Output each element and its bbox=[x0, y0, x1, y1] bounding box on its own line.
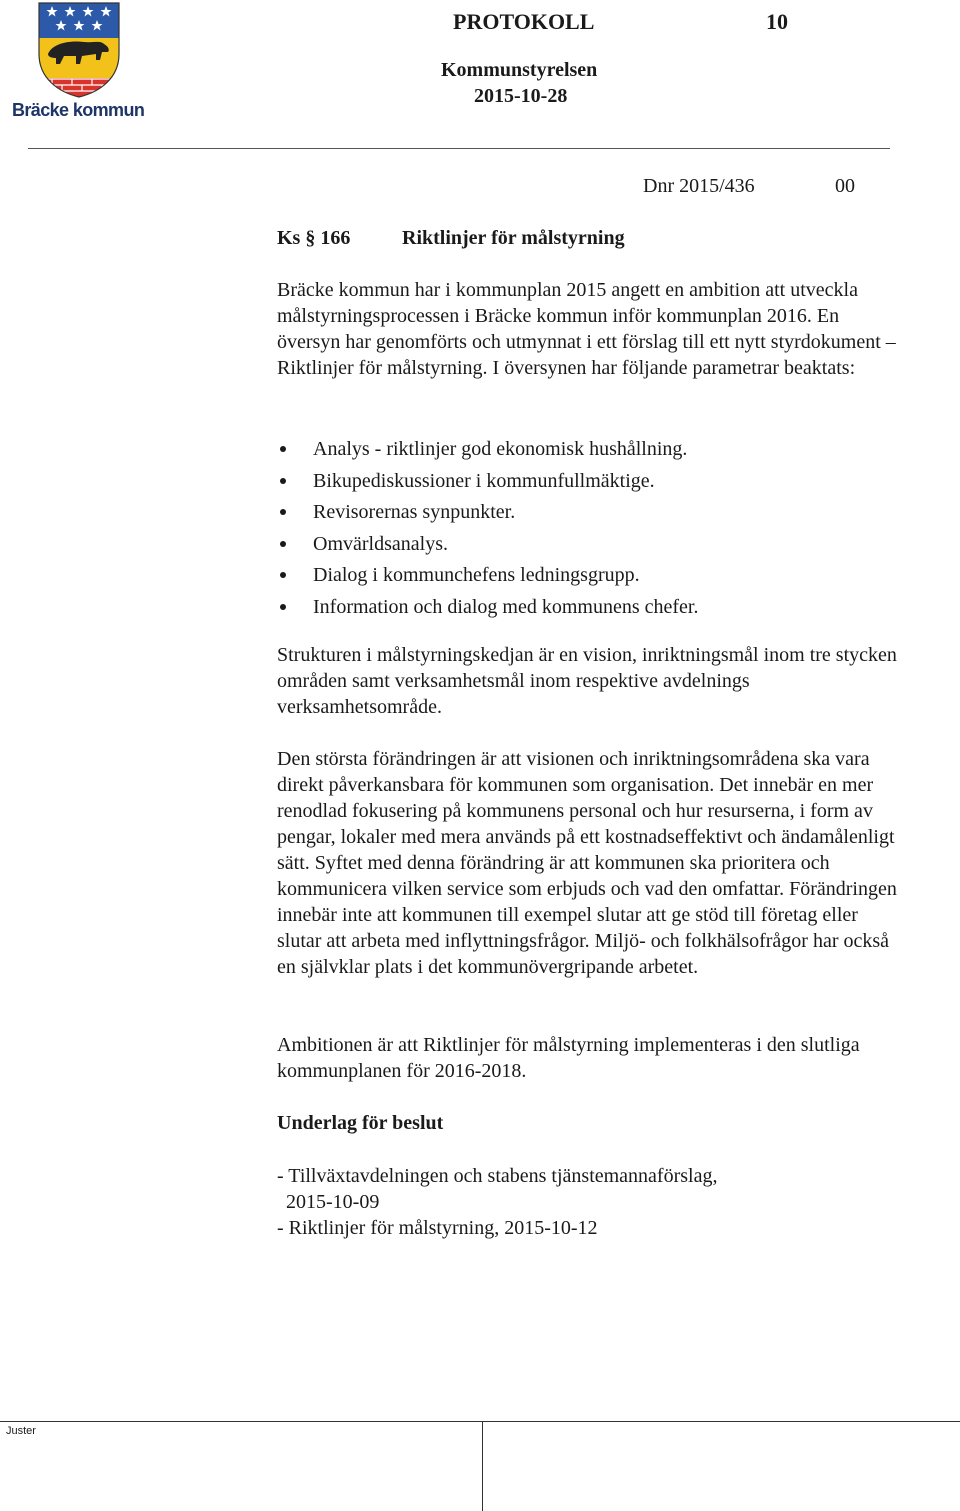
decision-basis-heading: Underlag för beslut bbox=[277, 1112, 444, 1134]
footer-label: Juster bbox=[6, 1425, 36, 1437]
meeting-date: 2015-10-28 bbox=[474, 85, 568, 107]
page-number: 10 bbox=[766, 9, 788, 34]
bullet-icon bbox=[280, 509, 286, 515]
change-paragraph: Den största förändringen är att visionen och inriktningsområdena ska vara direkt påverkansbara för kommunen som organisation. Det innebär en mer renodlad fokusering på kommunens personal och hur resurserna, i form av pengar, lokaler med mera används på ett kostnadseffektivt och ändamålenligt sätt. Syftet med denna förändring är att kommunen ska prioritera och kommunicera vilken service som erbjuds och vad den omfattar. Förändringen innebär inte att kommunen till exempel slutar att ge stöd till företag eller slutar att arbeta med inflyttningsfrågor. Miljö- och folkhälsofrågor har också en självklar plats i det kommunövergripande arbetet. bbox=[277, 748, 897, 978]
municipality-logo bbox=[12, 2, 146, 122]
footer-separator bbox=[482, 1421, 483, 1511]
list-item: Revisorernas synpunkter. bbox=[277, 499, 698, 531]
intro-paragraph: Bräcke kommun har i kommunplan 2015 angett en ambition att utveckla målstyrningsprocessen i Bräcke kommun inför kommunplan 2016. En översyn har genomförts och utmynnat i ett förslag till ett nytt styrdokument – Riktlinjer för målstyrning. I översynen har följande parametrar beaktats: bbox=[277, 279, 896, 379]
bullet-icon bbox=[280, 541, 286, 547]
list-item: Analys - riktlinjer god ekonomisk hushållning. bbox=[277, 436, 698, 468]
diary-code: 00 bbox=[835, 175, 855, 197]
list-item: Dialog i kommunchefens ledningsgrupp. bbox=[277, 562, 698, 594]
diary-number: Dnr 2015/436 bbox=[643, 175, 755, 197]
list-item: Information och dialog med kommunens chefer. bbox=[277, 594, 698, 626]
coat-of-arms-icon bbox=[38, 2, 120, 98]
footer-divider bbox=[0, 1421, 960, 1422]
structure-paragraph: Strukturen i målstyrningskedjan är en vision, inriktningsmål inom tre stycken områden samt verksamhetsmål inom respektive avdelnings verksamhetsområde. bbox=[277, 644, 897, 718]
bullet-icon bbox=[280, 446, 286, 452]
logo-text: Bräcke kommun bbox=[12, 100, 145, 120]
attachment-item: - Tillväxtavdelningen och stabens tjänstemannaförslag, bbox=[277, 1165, 718, 1187]
header-divider bbox=[28, 148, 890, 149]
attachment-date: 2015-10-09 bbox=[286, 1191, 380, 1213]
paragraph-number: Ks § 166 bbox=[277, 227, 351, 249]
attachment-item: - Riktlinjer för målstyrning, 2015-10-12 bbox=[277, 1217, 598, 1239]
organ-name: Kommunstyrelsen bbox=[441, 59, 598, 81]
case-title: Riktlinjer för målstyrning bbox=[402, 227, 625, 249]
bullet-icon bbox=[280, 604, 286, 610]
list-item: Bikupediskussioner i kommunfullmäktige. bbox=[277, 468, 698, 500]
ambition-paragraph: Ambitionen är att Riktlinjer för målstyrning implementeras i den slutliga kommunplanen för 2016-2018. bbox=[277, 1034, 860, 1082]
document-type: PROTOKOLL bbox=[453, 9, 595, 34]
bullet-icon bbox=[280, 572, 286, 578]
list-item: Omvärldsanalys. bbox=[277, 531, 698, 563]
parameter-list bbox=[277, 436, 698, 625]
bullet-icon bbox=[280, 478, 286, 484]
